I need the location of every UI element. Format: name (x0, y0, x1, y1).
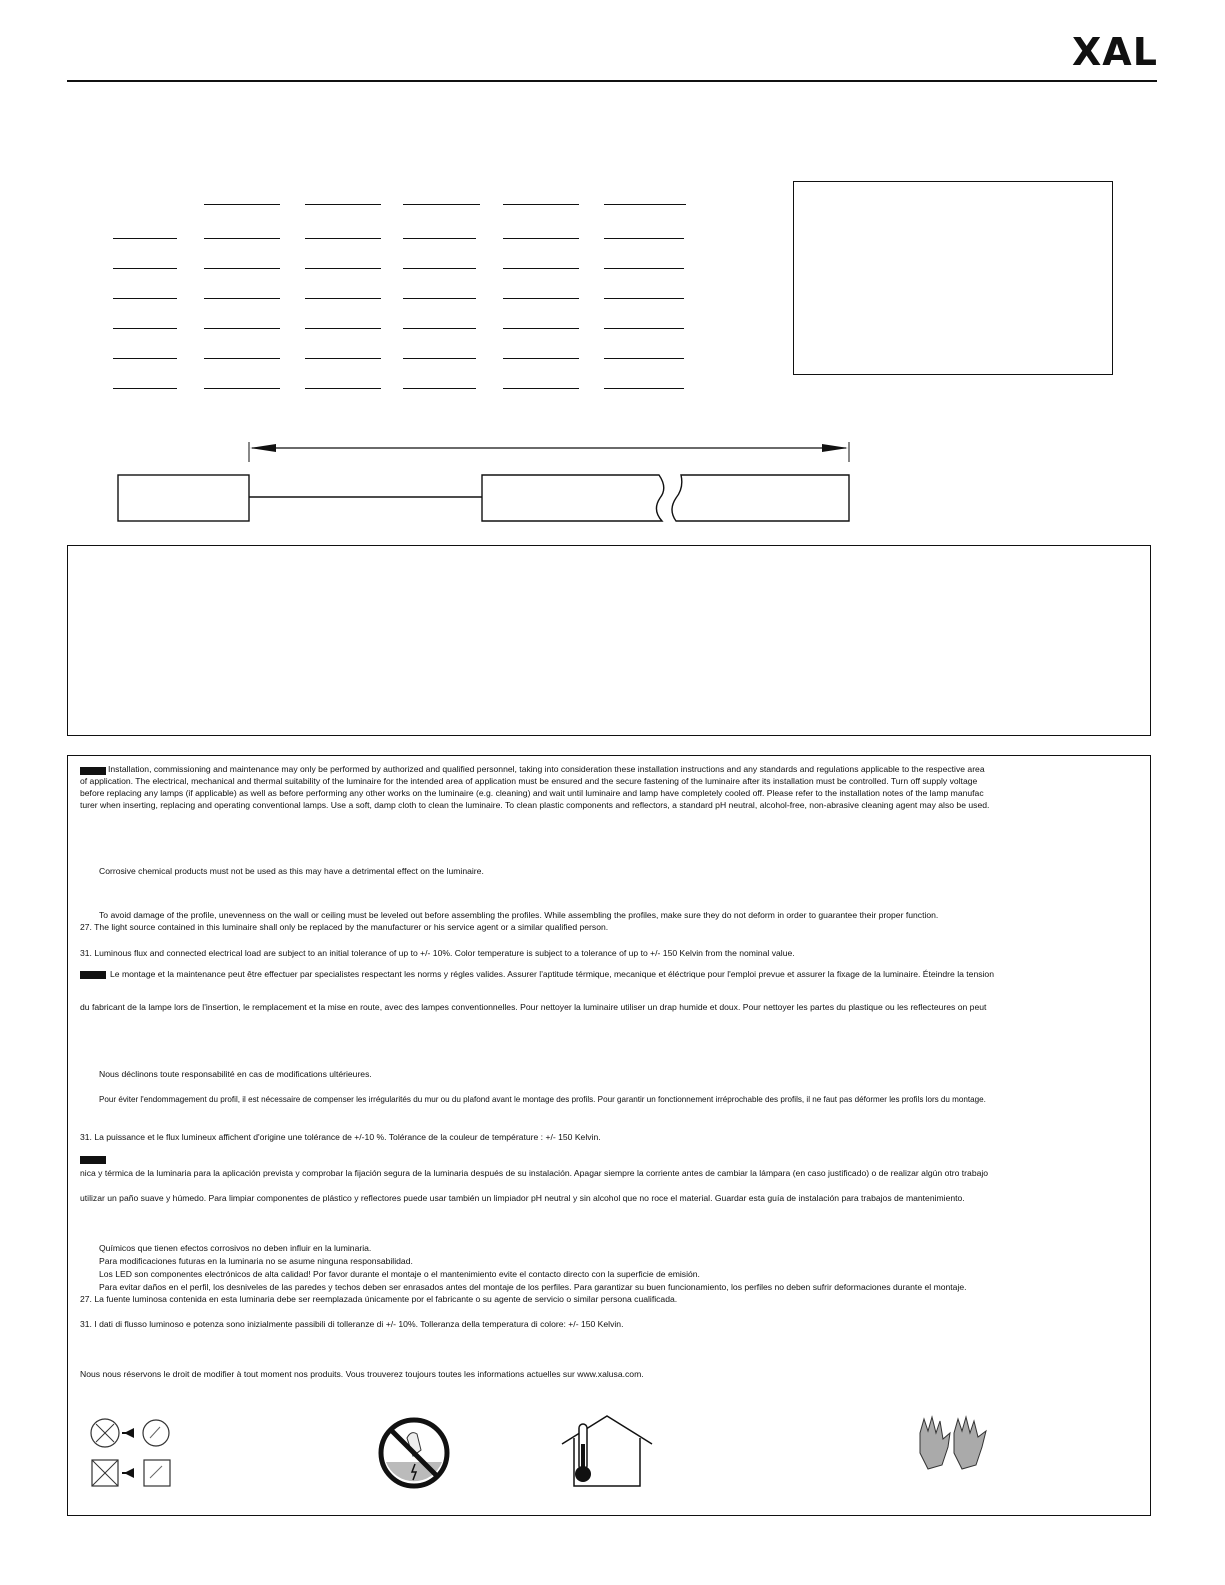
gloves-icon (910, 1413, 994, 1475)
note-text: 31. Luminous flux and connected electrical load are subject to an initial tolerance of up to +/- 10%. Color temperature is subject to a tolerance of up to +/- 150 Kelvin from the nominal value. (80, 948, 795, 958)
note-text: Químicos que tienen efectos corrosivos no deben influir en la luminaria. (99, 1243, 372, 1253)
note-text: Para evitar daños en el perfil, los desniveles de las paredes y techos deben ser enrasados antes del montaje de los perfiles. Para garantizar su buen funcionamiento, los perfiles no deben sufrir deformaciones durante el montaje. (99, 1282, 967, 1292)
language-flag (80, 1156, 106, 1164)
note-text: Pour éviter l'endommagement du profil, il est nécessaire de compenser les irrégularités du mur ou du plafond avant le montage des profils. Pour garantir un fonctionnement irréprochable des profils, il ne faut pas déformer les profils lors du montage. (99, 1095, 986, 1104)
note-text: du fabricant de la lampe lors de l'insertion, le remplacement et la mise en route, avec des lampes conventionnelles. Pour nettoyer la luminaire utiliser un drap humide et doux. Pour nettoyer les partes du plastique ou les reflecteures on peut (80, 1002, 987, 1012)
note-text: Installation, commissioning and maintenance may only be performed by authorized and qualified personnel, taking into consideration these installation instructions and any standards and regulations applicable to the respective area (108, 764, 985, 774)
note-text: 27. La fuente luminosa contenida en esta luminaria debe ser reemplazada únicamente por el fabricante o su agente de servicio o similar persona cualificada. (80, 1294, 678, 1304)
indoor-temperature-icon (560, 1414, 654, 1490)
note-text: To avoid damage of the profile, unevenness on the wall or ceiling must be leveled out before assembling the profiles. While assembling the profiles, make sure they do not deform in order to guarantee their proper function. (99, 910, 939, 920)
note-text: of application. The electrical, mechanical and thermal suitability of the luminaire for the intended area of application must be ensured and the secure fastening of the luminaire after its installation must be controlled. Turn off supply voltage (80, 776, 978, 786)
note-text: Corrosive chemical products must not be used as this may have a detrimental effect on the luminaire. (99, 866, 484, 876)
language-flag (80, 767, 106, 775)
main-info-box (67, 545, 1151, 736)
note-text: Para modificaciones futuras en la luminaria no se asume ninguna responsabilidad. (99, 1256, 413, 1266)
note-text: 31. La puissance et le flux lumineux affichent d'origine une tolérance de +/-10 %. Tolérance de la couleur de température : +/- 150 Kelvin. (80, 1132, 601, 1142)
note-text: Los LED son componentes electrónicos de alta calidad! Por favor durante el montaje o el mantenimiento evite el contacto directo con la superficie de emisión. (99, 1269, 700, 1279)
do-not-touch-led-icon (377, 1416, 451, 1490)
note-text: turer when inserting, replacing and operating conventional lamps. Use a soft, damp cloth to clean the luminaire. To clean plastic components and reflectors, a standard pH neutral, alcohol-free, non-abrasive cleaning agent may also be used. (80, 800, 990, 810)
installation-notes-box (67, 755, 1151, 1516)
note-text: Le montage et la maintenance peut être effectuer par specialistes respectant les norms y régles valides. Assurer l'aptitude térmique, mecanique et éléctrique pour l'emploi prevue et assurer la fixage de la luminaire. Éteindre la tension (110, 969, 994, 979)
note-text: Nous nous réservons le droit de modifier à tout moment nos produits. Vous trouverez toujours toutes les informations actuelles sur www.xalusa.com. (80, 1369, 644, 1379)
note-text: before replacing any lamps (if applicable) as well as before performing any other works on the luminaire (e.g. cleaning) and wait until luminaire and lamp have completely cooled off. Please refer to the installation notes of the lamp manufac (80, 788, 984, 798)
lamp-replacement-icon (88, 1416, 180, 1490)
note-text: utilizar un paño suave y húmedo. Para limpiar componentes de plástico y reflectores puede usar también un limpiador pH neutral y sin alcohol que no roce el material. Guardar esta guía de instalación para trabajos de mantenimiento. (80, 1193, 965, 1203)
note-text: 31. I dati di flusso luminoso e potenza sono inizialmente passibili di tolleranze di +/- 10%. Tolleranza della temperatura di colore: +/- 150 Kelvin. (80, 1319, 624, 1329)
xal-logo: XAL (1072, 30, 1158, 74)
note-text: 27. The light source contained in this luminaire shall only be replaced by the manufacturer or his service agent or a similar qualified person. (80, 922, 609, 932)
note-text: Nous déclinons toute responsabilité en cas de modifications ultérieures. (99, 1069, 372, 1079)
dimension-diagram (0, 0, 1225, 540)
note-text: nica y térmica de la luminaria para la aplicación prevista y comprobar la fijación segura de la luminaria después de su instalación. Apagar siempre la corriente antes de cambiar la lámpara (en caso justificado) o de realizar algún otro trabajo (80, 1168, 989, 1178)
language-flag (80, 971, 106, 979)
